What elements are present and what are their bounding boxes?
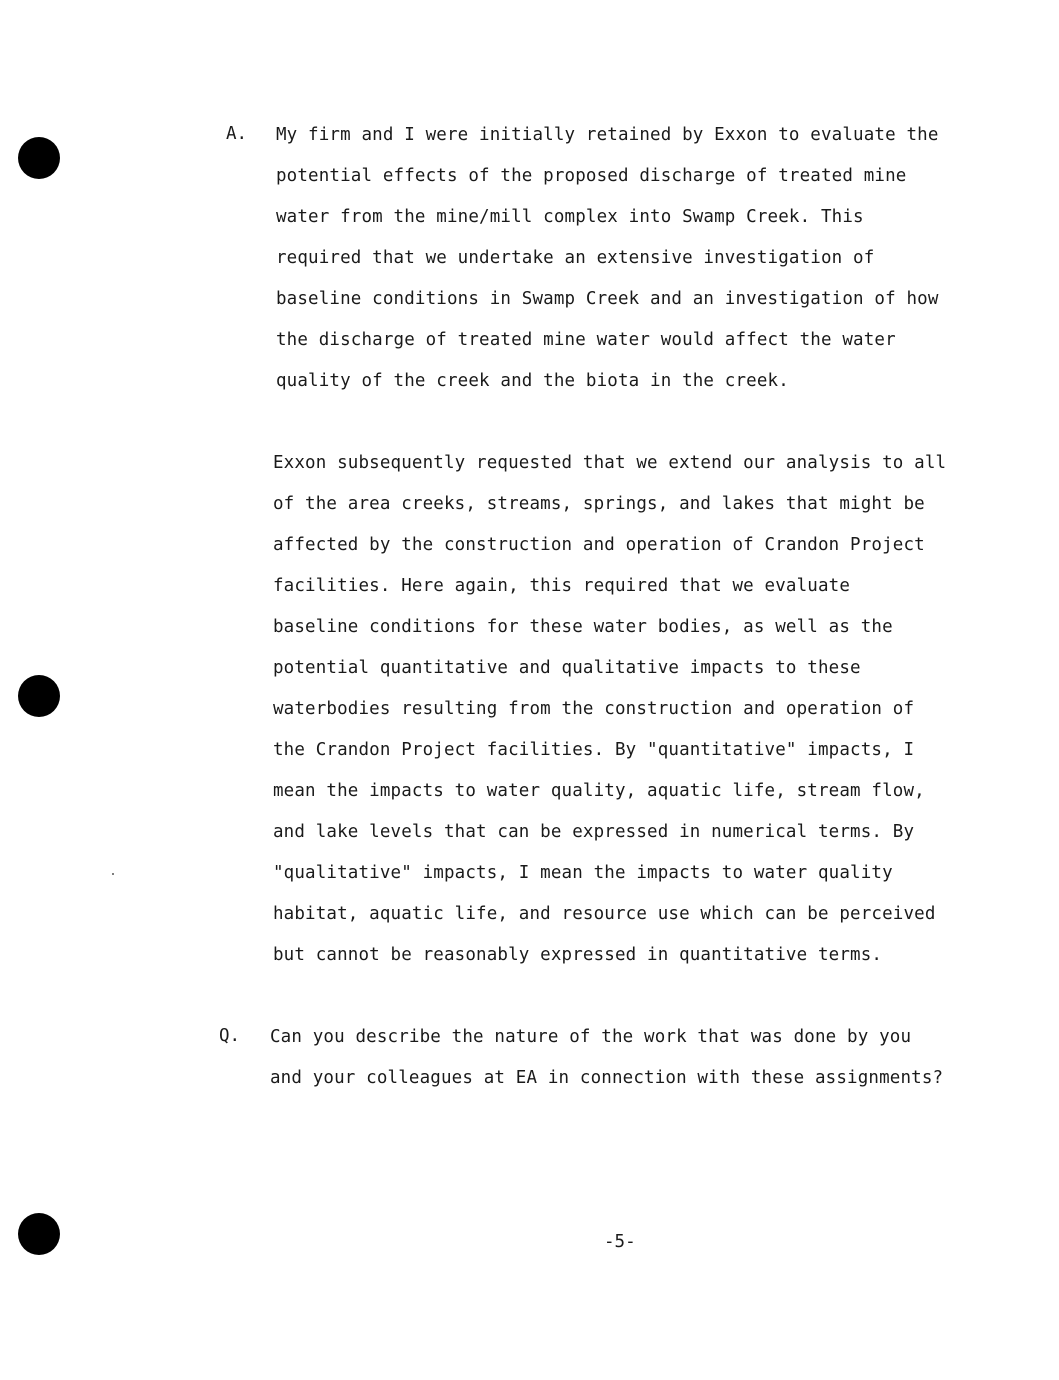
text-line: the discharge of treated mine water would affect the water	[276, 330, 896, 350]
text-line: My firm and I were initially retained by Exxon to evaluate the	[276, 125, 939, 145]
punch-hole-bottom	[18, 1213, 60, 1255]
text-line: "qualitative" impacts, I mean the impacts to water quality	[273, 863, 893, 883]
scan-speck	[112, 873, 114, 875]
punch-hole-middle	[18, 675, 60, 717]
text-line: and your colleagues at EA in connection with these assignments?	[270, 1068, 944, 1088]
text-line: waterbodies resulting from the construction and operation of	[273, 699, 915, 719]
text-line: water from the mine/mill complex into Swamp Creek. This	[276, 207, 864, 227]
text-line: habitat, aquatic life, and resource use which can be perceived	[273, 904, 936, 924]
text-line: potential effects of the proposed discharge of treated mine	[276, 166, 907, 186]
text-line: the Crandon Project facilities. By "quantitative" impacts, I	[273, 740, 915, 760]
text-line: potential quantitative and qualitative impacts to these	[273, 658, 861, 678]
text-line: of the area creeks, streams, springs, and lakes that might be	[273, 494, 925, 514]
question-label: Q.	[219, 1026, 241, 1046]
answer-label: A.	[226, 124, 248, 144]
answer-paragraph-1	[276, 115, 939, 402]
text-line: Exxon subsequently requested that we extend our analysis to all	[273, 453, 947, 473]
text-line: required that we undertake an extensive investigation of	[276, 248, 875, 268]
text-line: quality of the creek and the biota in the creek.	[276, 371, 789, 391]
punch-hole-top	[18, 137, 60, 179]
question-paragraph	[270, 1017, 943, 1099]
answer-paragraph-2	[273, 443, 946, 976]
text-line: affected by the construction and operation of Crandon Project	[273, 535, 925, 555]
text-line: Can you describe the nature of the work that was done by you	[270, 1027, 912, 1047]
text-line: facilities. Here again, this required that we evaluate	[273, 576, 851, 596]
text-line: baseline conditions in Swamp Creek and an investigation of how	[276, 289, 939, 309]
page-number: -5-	[604, 1232, 636, 1252]
text-line: mean the impacts to water quality, aquatic life, stream flow,	[273, 781, 925, 801]
text-line: baseline conditions for these water bodies, as well as the	[273, 617, 893, 637]
text-line: and lake levels that can be expressed in numerical terms. By	[273, 822, 915, 842]
text-line: but cannot be reasonably expressed in quantitative terms.	[273, 945, 883, 965]
